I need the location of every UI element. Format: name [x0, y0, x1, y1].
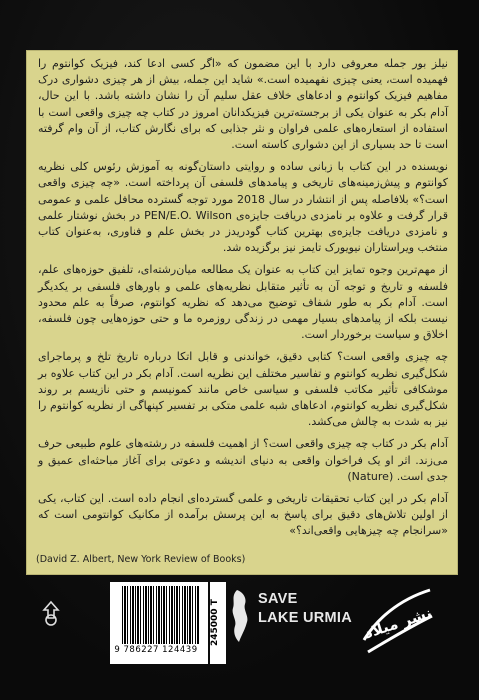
recycle-icon: [36, 598, 66, 628]
review-attribution: (David Z. Albert, New York Review of Books): [36, 554, 246, 565]
blurb-text: [38, 56, 448, 546]
blurb-paragraph: از مهم‌ترین وجوه تمایز این کتاب به عنوان یک مطالعه میان‌رشته‌ای، تلفیق حوزه‌های علم، فلسفه و تاریخ و توجه آن به تأثیر متقابل نظریه‌های علمی و باورهای فلسفی بر یکدیگر است. آدام بکر به طور شفاف توضیح می‌دهد که نظریه کوانتوم، صرفاً به علم محدود نیست بلکه از پیامدهای بسیار مهمی در زندگی روزمره ما و حتی حوزه‌هایی چون فلسفه، اخلاق و سیاست برخوردار است.: [38, 263, 448, 342]
blurb-paragraph: آدام بکر در کتاب چه چیزی واقعی است؟ از اهمیت فلسفه در رشته‌های علوم طبیعی حرف می‌زند. اثر او یک فراخوان واقعی به دنیای اندیشه و دعوتی برای آغاز مباحثه‌ای عمیق و جدی است. (Nature): [38, 437, 448, 483]
blurb-paragraph: نویسنده در این کتاب با زبانی ساده و روایتی داستان‌گونه به آموزش رئوس کلی نظریه کوانتوم و پیش‌زمینه‌های تاریخی و پیامدهای فلسفی آن پرداخته است. «چه چیزی واقعی است؟» بلافاصله پس از انتشار در سال 2018 مورد توجه گسترده محافل علمی و عمومی قرار گرفت و علاوه بر نامزدی دریافت جایزه‌ی PEN/E.O. Wilson در بخش نوشتار علمی و نامزدی دریافت جایزه‌ی بهترین کتاب گودریدز در بخش علم و فناوری، به‌عنوان کتاب منتخب ویراستاران نیویورک تایمز نیز برگزیده شد.: [38, 160, 449, 255]
barcode-icon: [122, 586, 200, 644]
lake-urmia-map-icon: [227, 588, 253, 644]
slogan-line-1: SAVE: [258, 591, 298, 607]
isbn-number: 9 786227 124439: [114, 645, 198, 655]
slogan-line-2: LAKE URMIA: [258, 610, 353, 626]
blurb-paragraph: آدام بکر در این کتاب تحقیقات تاریخی و علمی گسترده‌ای انجام داده است. این کتاب، یکی از اولین تلاش‌های دقیق برای پاسخ به این پرسش برآمده از مکانیک کوانتومی است که «سرانجام چه چیزهایی واقعی‌اند؟»: [38, 492, 448, 538]
publisher-name: نشر میلاد: [361, 603, 435, 643]
save-lake-urmia-slogan: [258, 590, 352, 628]
blurb-paragraph: نیلز بور جمله معروفی دارد با این مضمون که «اگر کسی ادعا کند، فیزیک کوانتوم را فهمیده است، یعنی چیزی نفهمیده است.» شاید این جمله، بیش از هر چیزی دشواری درک مفاهیم فیزیک کوانتوم و ادعاهای خلاف عقل سلیم آن را نشان داشته باشد. با این حال، آدام بکر به عنوان یکی از برجسته‌ترین فیزیکدانان امروز در کتاب چه چیزی واقعی است با استفاده از استعاره‌های علمی فراوان و نثر جذابی که برای نگارش کتاب، از آن وام گرفته است تا حد بسیاری از این دشواری کاسته است.: [38, 57, 448, 152]
blurb-paragraph: چه چیزی واقعی است؟ کتابی دقیق، خواندنی و قابل اتکا درباره تاریخ تلخ و پرماجرای شکل‌گیری نظریه کوانتوم و تفاسیر مختلف این نظریه است. آدام بکر در این کتاب علاوه بر موشکافی تأثیر مکاتب فلسفی و سیاسی خاص مانند کمونیسم و حتی نازیسم بر روند شکل‌گیری نظریه کوانتوم، ادعاهای شبه علمی متکی بر تفسیر کپنهاگی از نظریه کوانتوم را نیز به شدت به چالش می‌کشد.: [38, 350, 448, 429]
price-label: 245000 T: [210, 582, 226, 664]
